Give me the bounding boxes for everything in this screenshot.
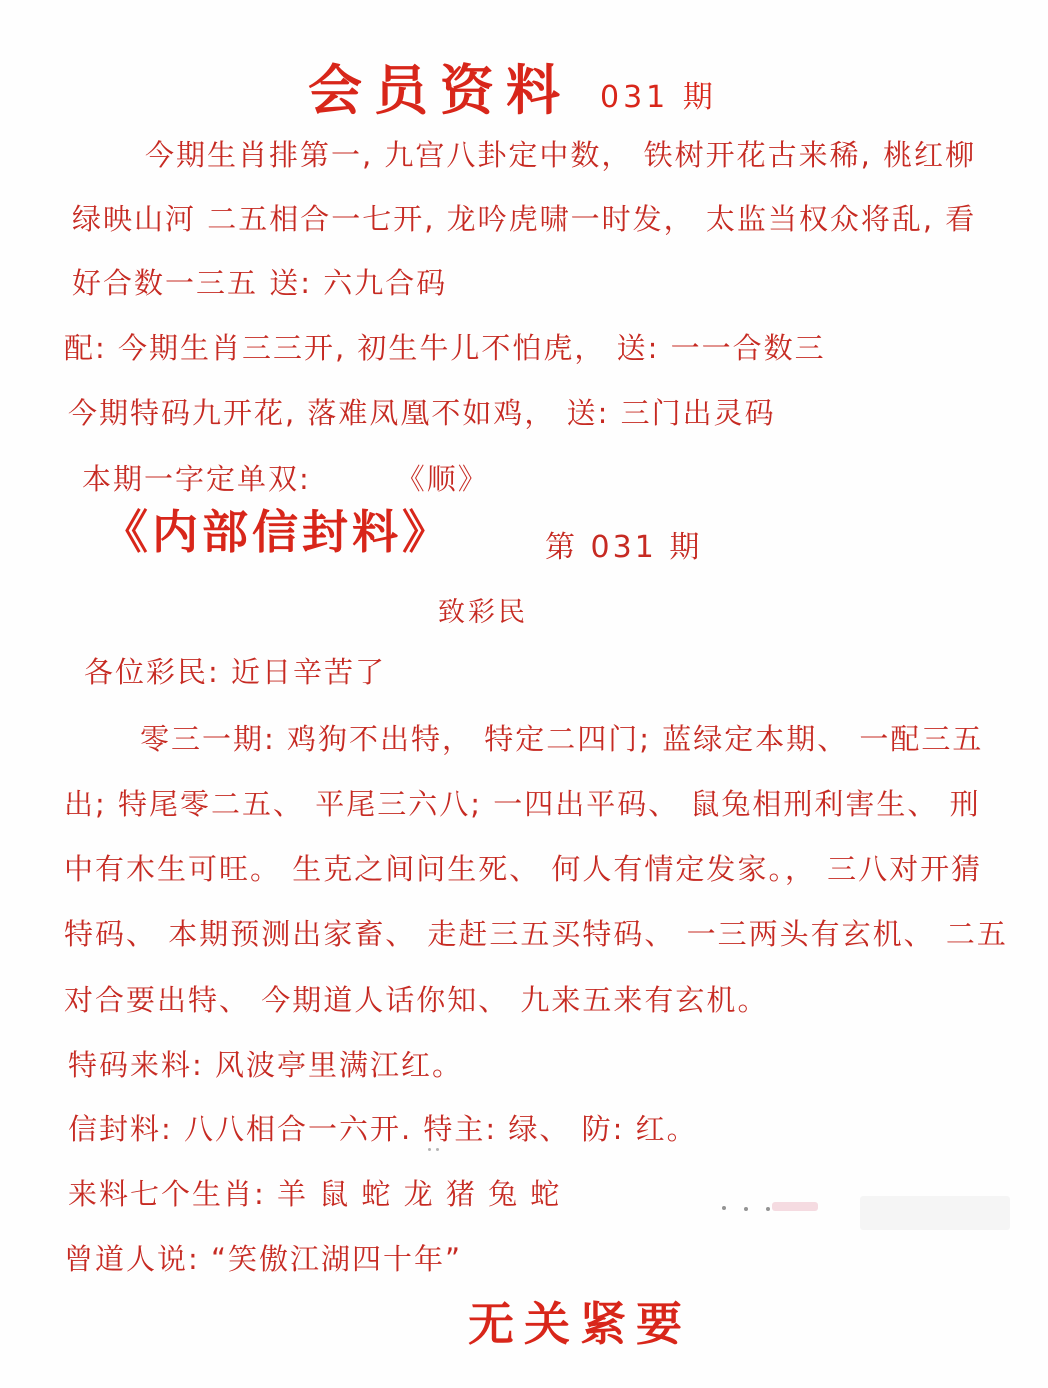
envelope-issue-number: 第 031 期 [545, 530, 703, 565]
scan-artifact-dot [722, 1206, 726, 1210]
scan-artifact-smudge [860, 1196, 1010, 1230]
envelope-section-title: 《内部信封料》 [102, 505, 452, 559]
zodiac-line: 来料七个生肖: 羊 鼠 蛇 龙 猪 兔 蛇 [68, 1177, 562, 1211]
body-line-4: 特码、 本期预测出家畜、 走赶三五买特码、 一三两头有玄机、 二五 [64, 917, 1008, 951]
page-title: 会员资料 [308, 59, 572, 122]
scan-artifact-dot [766, 1207, 770, 1211]
oneword-label: 本期一字定单双: [82, 462, 311, 496]
intro-line-5: 今期特码九开花, 落难凤凰不如鸡， 送: 三门出灵码 [68, 396, 776, 430]
scan-artifact-dot [436, 1148, 439, 1151]
salutation: 致彩民 [438, 597, 528, 628]
title-issue-number: 031 期 [600, 80, 717, 115]
body-line-2: 出; 特尾零二五、 平尾三六八; 一四出平码、 鼠兔相刑利害生、 刑 [64, 787, 981, 821]
greeting-line: 各位彩民: 近日辛苦了 [84, 655, 386, 689]
scan-artifact-dot [744, 1207, 748, 1211]
oneword-value: 《顺》 [395, 462, 489, 496]
special-code-line: 特码来料: 风波亭里满江红。 [68, 1048, 463, 1082]
intro-line-1: 今期生肖排第一, 九宫八卦定中数， 铁树开花古来稀, 桃红柳 [145, 138, 977, 172]
body-line-1: 零三一期: 鸡狗不出特， 特定二四门; 蓝绿定本期、 一配三五 [140, 722, 984, 756]
scan-artifact-dot [428, 1148, 431, 1151]
body-line-5: 对合要出特、 今期道人话你知、 九来五来有玄机。 [64, 983, 769, 1017]
oneword-line [82, 462, 489, 497]
envelope-material-line: 信封料: 八八相合一六开. 特主: 绿、 防: 红。 [68, 1112, 698, 1146]
intro-line-2: 绿映山河 二五相合一七开, 龙吟虎啸一时发， 太监当权众将乱, 看 [72, 202, 977, 236]
intro-line-3: 好合数一三五 送: 六九合码 [72, 266, 448, 300]
scan-artifact-smudge [772, 1202, 818, 1211]
intro-line-4: 配: 今期生肖三三开, 初生牛儿不怕虎， 送: 一一合数三 [64, 331, 826, 365]
body-line-3: 中有木生可旺。 生克之间问生死、 何人有情定发家。， 三八对开猜 [64, 852, 983, 886]
quote-line: 曾道人说: “笑傲江湖四十年” [64, 1242, 463, 1276]
footer-text: 无关紧要 [468, 1297, 692, 1351]
